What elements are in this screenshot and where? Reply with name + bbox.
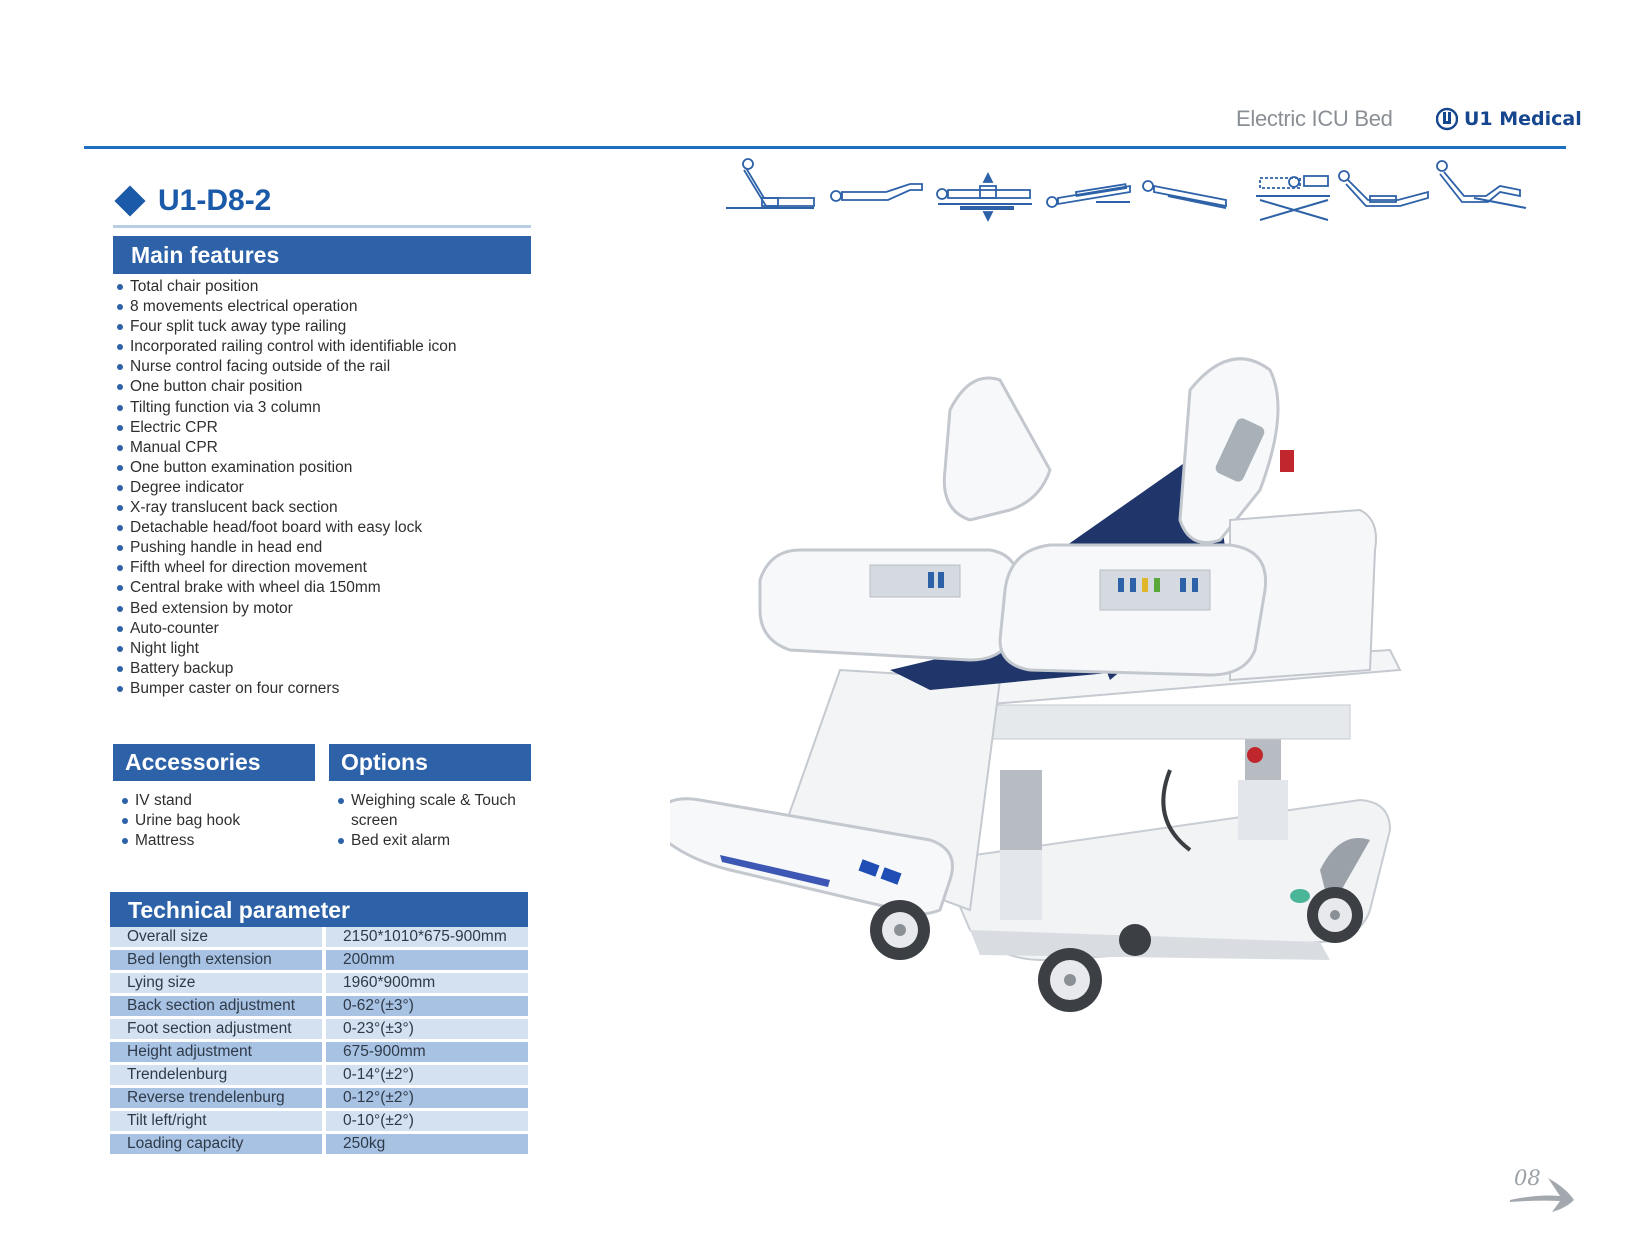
table-row <box>110 1134 528 1154</box>
tilt-icon <box>1256 176 1330 220</box>
cardiac-chair-icon <box>1339 171 1428 206</box>
reverse-trendelenburg-icon <box>1143 181 1226 208</box>
accessory-item: IV stand <box>119 791 309 811</box>
feature-item: One button examination position <box>114 458 534 478</box>
table-row <box>110 1065 528 1085</box>
feature-item: Four split tuck away type railing <box>114 317 534 337</box>
accessory-item: Urine bag hook <box>119 811 309 831</box>
feature-item: Battery backup <box>114 659 534 679</box>
electric-icu-bed-image <box>670 350 1460 1050</box>
options-list <box>335 791 535 851</box>
parameter-value: 0-10°(±2°) <box>322 1111 528 1131</box>
document-title: Electric ICU Bed <box>1236 106 1393 131</box>
table-row <box>110 950 528 970</box>
accessory-item: Mattress <box>119 831 309 851</box>
parameter-name: Lying size <box>110 973 322 993</box>
feature-item: Incorporated railing control with identifiable icon <box>114 337 534 357</box>
feature-item: Detachable head/foot board with easy lock <box>114 518 534 538</box>
parameter-name: Height adjustment <box>110 1042 322 1062</box>
parameter-value: 0-12°(±2°) <box>322 1088 528 1108</box>
header-rule <box>84 146 1566 149</box>
feature-item: Fifth wheel for direction movement <box>114 558 534 578</box>
feature-item: Total chair position <box>114 277 534 297</box>
brand-name: U1 Medical <box>1464 108 1582 130</box>
feature-item: Central brake with wheel dia 150mm <box>114 578 534 598</box>
chair-position-icon <box>726 159 814 208</box>
accessories-list <box>119 791 309 851</box>
parameter-name: Bed length extension <box>110 950 322 970</box>
feature-item: Night light <box>114 639 534 659</box>
bed-position-icons <box>722 156 1530 226</box>
height-adjust-icon <box>937 174 1032 220</box>
parameter-value: 2150*1010*675-900mm <box>322 927 528 947</box>
model-title: U1-D8-2 <box>158 184 272 217</box>
feature-item: X-ray translucent back section <box>114 498 534 518</box>
parameter-name: Tilt left/right <box>110 1111 322 1131</box>
parameter-name: Trendelenburg <box>110 1065 322 1085</box>
parameter-value: 0-23°(±3°) <box>322 1019 528 1039</box>
option-item: Weighing scale & Touch screen <box>335 791 535 831</box>
parameter-value: 0-14°(±2°) <box>322 1065 528 1085</box>
main-features-heading: Main features <box>113 236 531 274</box>
parameter-value: 1960*900mm <box>322 973 528 993</box>
feature-item: Degree indicator <box>114 478 534 498</box>
parameter-value: 200mm <box>322 950 528 970</box>
feature-item: Bumper caster on four corners <box>114 679 534 699</box>
option-item: Bed exit alarm <box>335 831 535 851</box>
table-row <box>110 1088 528 1108</box>
parameter-value: 250kg <box>322 1134 528 1154</box>
technical-table <box>110 924 528 1157</box>
parameter-value: 675-900mm <box>322 1042 528 1062</box>
table-row <box>110 927 528 947</box>
diamond-icon <box>114 185 145 216</box>
model-underline <box>113 225 531 228</box>
table-row <box>110 1019 528 1039</box>
options-heading: Options <box>329 744 531 781</box>
table-row <box>110 996 528 1016</box>
table-row <box>110 1111 528 1131</box>
parameter-name: Back section adjustment <box>110 996 322 1016</box>
table-row <box>110 1042 528 1062</box>
parameter-name: Overall size <box>110 927 322 947</box>
table-row <box>110 973 528 993</box>
brand-logo <box>1436 106 1582 132</box>
feature-item: Pushing handle in head end <box>114 538 534 558</box>
back-raised-icon <box>1437 161 1526 208</box>
feature-item: 8 movements electrical operation <box>114 297 534 317</box>
feature-item: Auto-counter <box>114 619 534 639</box>
u1-logo-icon <box>1436 107 1458 131</box>
main-features-list <box>114 277 534 699</box>
flat-leg-down-icon <box>831 184 922 201</box>
feature-item: Manual CPR <box>114 438 534 458</box>
feature-item: Nurse control facing outside of the rail <box>114 357 534 377</box>
accessories-heading: Accessories <box>113 744 315 781</box>
trendelenburg-icon <box>1047 184 1130 207</box>
feature-item: One button chair position <box>114 377 534 397</box>
technical-heading: Technical parameter <box>110 892 528 929</box>
page-arrow-icon <box>1508 1170 1578 1212</box>
parameter-name: Loading capacity <box>110 1134 322 1154</box>
parameter-value: 0-62°(±3°) <box>322 996 528 1016</box>
parameter-name: Foot section adjustment <box>110 1019 322 1039</box>
feature-item: Electric CPR <box>114 418 534 438</box>
page-number: 08 <box>1514 1166 1541 1190</box>
feature-item: Tilting function via 3 column <box>114 398 534 418</box>
parameter-name: Reverse trendelenburg <box>110 1088 322 1108</box>
feature-item: Bed extension by motor <box>114 599 534 619</box>
